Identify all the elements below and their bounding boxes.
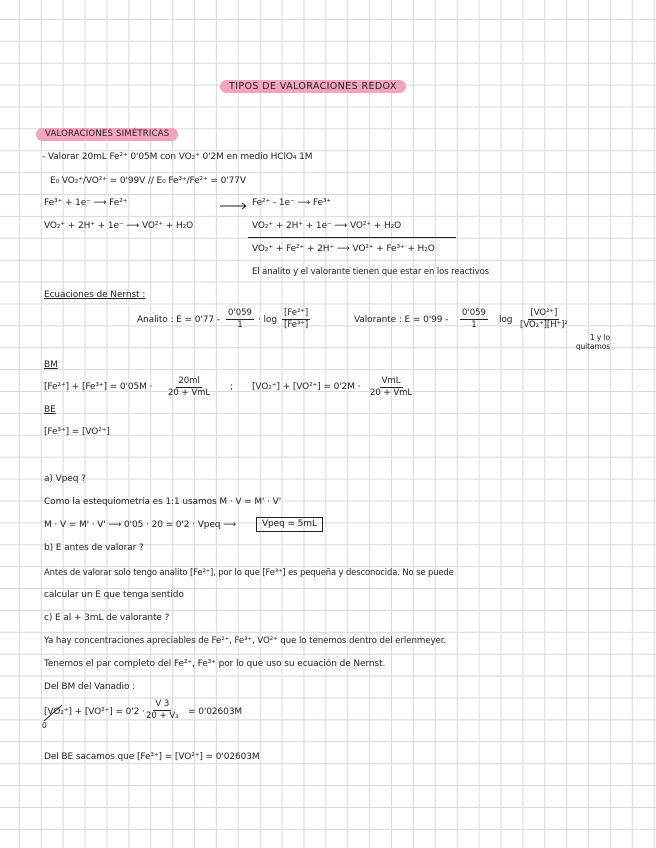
answer-c-line1: Ya hay concentraciones apreciables de Fe²⁺, Fe³⁺, VO²⁺ que lo tenemos dentro del erlenmeyer. [44,636,447,646]
section-heading: VALORACIONES SIMÉTRICAS [36,128,178,141]
bm-separator: ; [230,382,233,392]
standard-potentials: E₀ VO₂⁺/VO²⁺ = 0'99V // E₀ Fe³⁺/Fe²⁺ = 0'77V [50,176,246,186]
answer-c-bm-heading: Del BM del Vanadio : [44,682,136,692]
reagents-note: El analito y el valorante tienen que estar en los reactivos [252,267,490,277]
be-label: BE [44,405,56,415]
answer-a-text: Como la estequiometría es 1:1 usamos M · V = M' · V' [44,497,282,507]
analito-coef-fraction: $\frac{0'059}{1}$ [228,308,252,330]
sum-line [248,237,456,238]
valorante-eq-prefix: Valorante : E = 0'99 - [354,315,449,325]
fe-reduction: Fe³⁺ + 1e⁻ ⟶ Fe²⁺ [44,198,128,208]
answer-a-calc: M · V = M' · V' ⟶ 0'05 · 20 = 0'2 · Vpeq ⟶ [44,520,236,530]
answer-b-line2: calcular un E que tenga sentido [44,590,184,600]
analito-eq-prefix: Analito : E = 0'77 - [137,315,220,325]
page-title: TIPOS DE VALORACIONES REDOX [220,80,406,93]
answer-c-fraction: $\frac{V 3}{\text{20 + V₃}}$ [146,699,179,721]
fe-oxidation: Fe²⁺ - 1e⁻ ⟶ Fe³⁺ [252,198,332,208]
question-b: b) E antes de valorar ? [44,543,144,553]
bm-fe-fraction: 20ml 20 + VmL [168,376,211,398]
analito-log: · log [258,315,277,325]
v-reduction: VO₂⁺ + 2H⁺ + 1e⁻ ⟶ VO²⁺ + H₂O [44,221,194,231]
answer-c-eq-result: = 0'02603M [188,707,242,717]
valorante-log: log [499,315,513,325]
answer-c-be: Del BE sacamos que [Fe³⁺] = [VO²⁺] = 0'02603M [44,752,260,762]
bm-v-fraction: VmL 20 + VmL [370,376,413,398]
arrow-icon [220,201,250,211]
nernst-heading: Ecuaciones de Nernst : [44,290,146,300]
v-reduction-2: VO₂⁺ + 2H⁺ + 1e⁻ ⟶ VO²⁺ + H₂O [252,221,402,231]
answer-c-eq-prefix: [VO₂⁺] + [VO²⁺] = 0'2 · [44,707,145,717]
analito-log-fraction: $\frac{\text{[Fe²⁺]}}{\text{[Fe³⁺]}}$ [284,308,309,330]
bm-v-equation: [VO₂⁺] + [VO²⁺] = 0'2M · [252,382,361,392]
bm-label: BM [44,360,58,370]
answer-a-result: Vpeq = 5mL [256,517,323,532]
question-c: c) E al + 3mL de valorante ? [44,613,170,623]
valorante-log-fraction: $\frac{\text{[VO²⁺]}}{\text{[VO₂⁺][H⁺]²}}$ [520,308,568,330]
question-a: a) Vpeq ? [44,474,86,484]
be-equation: [Fe³⁺] = [VO²⁺] [44,427,110,437]
global-reaction: VO₂⁺ + Fe²⁺ + 2H⁺ ⟶ VO²⁺ + Fe³⁺ + H₂O [252,244,435,254]
valorante-note: 1 y lo quitamos [575,333,610,351]
valorante-coef-fraction: $\frac{0'059}{1}$ [462,308,486,330]
bm-fe-equation: [Fe²⁺] + [Fe³⁺] = 0'05M · [44,382,153,392]
answer-c-zero: 0 [42,721,47,730]
answer-b-line1: Antes de valorar solo tengo analito [Fe²⁺], por lo que [Fe³⁺] es pequeña y desconocida. No se puede [44,567,454,577]
problem-statement: - Valorar 20mL Fe²⁺ 0'05M con VO₂⁺ 0'2M en medio HClO₄ 1M [42,152,313,162]
answer-c-line2: Tenemos el par completo del Fe²⁺, Fe³⁺ por lo que uso su ecuación de Nernst. [44,659,386,669]
